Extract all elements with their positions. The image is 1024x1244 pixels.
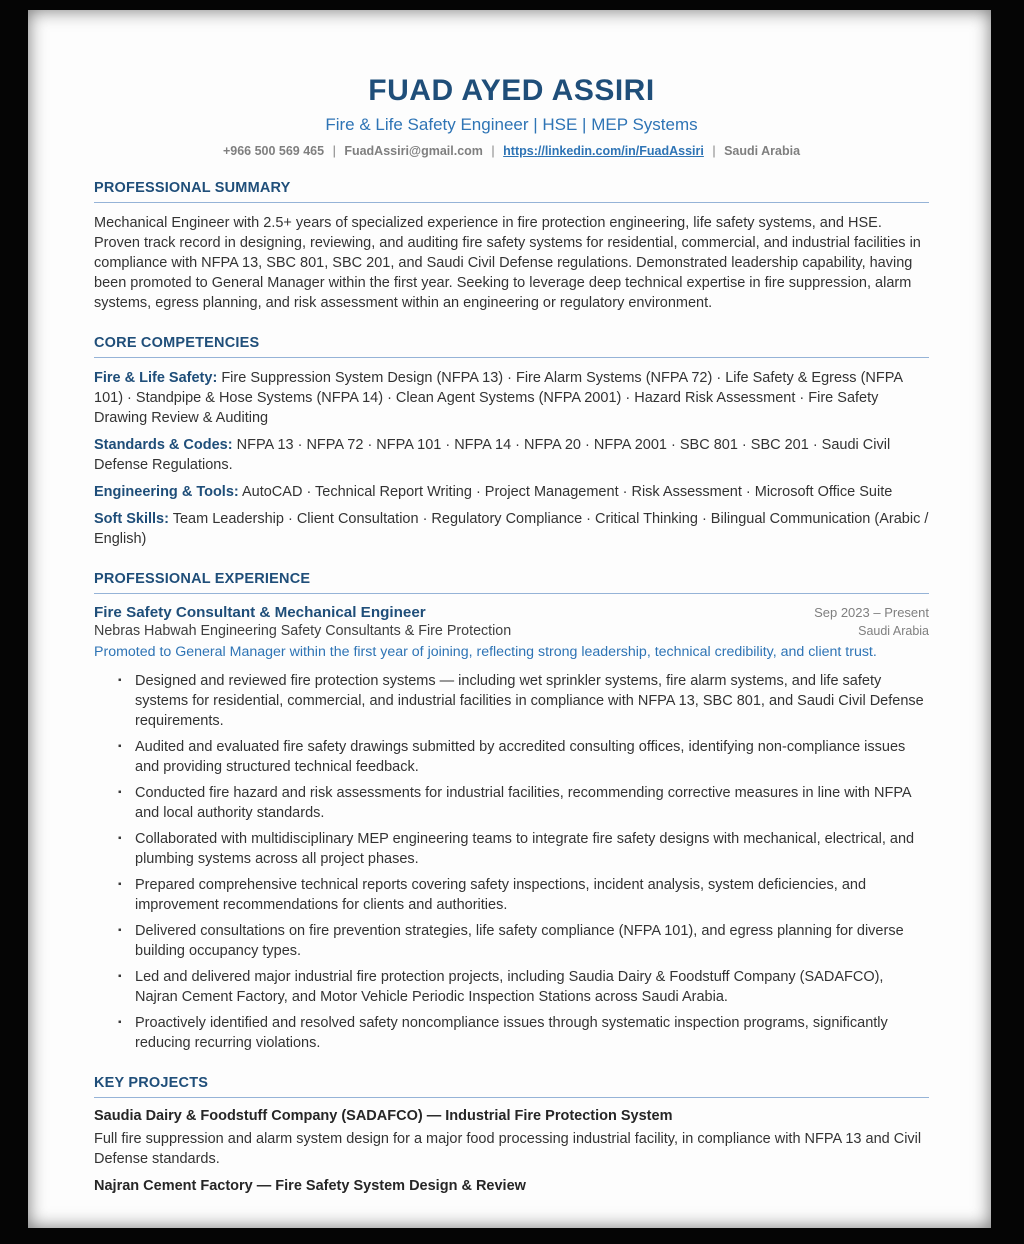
experience-bullet: ▪ Prepared comprehensive technical reports covering safety inspections, incident analysis, system deficiencies, and improvement recommendations for clients and authorities. xyxy=(118,875,929,915)
experience-heading: PROFESSIONAL EXPERIENCE xyxy=(94,571,929,594)
summary-text: Mechanical Engineer with 2.5+ years of specialized experience in fire protection engineering, life safety systems, and HSE. Proven track record in designing, reviewing, and auditing fire safety systems for residential, commercial, and industrial facilities in compliance with NFPA 13, SBC 801, SBC 201, and Saudi Civil Defense regulations. Demonstrated leadership capability, having been promoted to General Manager within the first year. Seeking to leverage deep technical expertise in fire suppression, alarm systems, egress planning, and risk assessment within an engineering or regulatory environment. xyxy=(94,215,921,311)
section-core-competencies xyxy=(94,335,929,549)
competency-item xyxy=(94,482,929,502)
competency-text: Team Leadership · Client Consultation · Regulatory Compliance · Critical Thinking · Bilingual Communication (Arabic / English) xyxy=(94,511,929,547)
contact-line xyxy=(94,144,929,158)
projects-heading: KEY PROJECTS xyxy=(94,1075,929,1098)
competencies-heading: CORE COMPETENCIES xyxy=(94,335,929,358)
competency-label: Standards & Codes: xyxy=(94,437,233,453)
experience-bullet: ▪ Proactively identified and resolved safety noncompliance issues through systematic inspection programs, significantly reducing recurring violations. xyxy=(118,1013,929,1053)
competency-item xyxy=(94,368,929,428)
experience-bullet: ▪ Led and delivered major industrial fire protection projects, including Saudia Dairy & Foodstuff Company (SADAFCO), Najran Cement Factory, and Motor Vehicle Periodic Inspection Stations across Saudi Arabia. xyxy=(118,967,929,1007)
company-name: Nebras Habwah Engineering Safety Consultants & Fire Protection xyxy=(94,623,512,639)
project-title: Najran Cement Factory — Fire Safety System Design & Review xyxy=(94,1178,526,1194)
section-professional-summary xyxy=(94,180,929,313)
job-subheader xyxy=(94,623,929,639)
contact-separator: | xyxy=(491,144,495,158)
linkedin-link[interactable]: https://linkedin.com/in/FuadAssiri xyxy=(503,144,704,158)
experience-bullet-list xyxy=(94,671,929,1053)
job-title: Fire Safety Consultant & Mechanical Engineer xyxy=(94,604,426,621)
competency-label: Engineering & Tools: xyxy=(94,484,239,500)
experience-bullet: ▪ Collaborated with multidisciplinary MEP engineering teams to integrate fire safety designs with mechanical, electrical, and plumbing systems across all project phases. xyxy=(118,829,929,869)
competency-item xyxy=(94,435,929,475)
contact-phone: +966 500 569 465 xyxy=(222,144,325,158)
competency-label: Fire & Life Safety: xyxy=(94,370,218,386)
promotion-highlight: Promoted to General Manager within the first year of joining, reflecting strong leadership, technical credibility, and client trust. xyxy=(94,644,877,660)
experience-bullet: ▪ Conducted fire hazard and risk assessments for industrial facilities, recommending corrective measures in line with NFPA and local authority standards. xyxy=(118,783,929,823)
section-key-projects xyxy=(94,1075,929,1194)
person-name: FUAD AYED ASSIRI xyxy=(368,74,655,107)
job-location: Saudi Arabia xyxy=(858,624,929,638)
competency-label: Soft Skills: xyxy=(94,511,169,527)
experience-bullet: ▪ Designed and reviewed fire protection systems — including wet sprinkler systems, fire alarm systems, and life safety systems for residential, commercial, and industrial facilities in compliance with NFPA 13, SBC 801, and Saudi Civil Defense requirements. xyxy=(118,671,929,731)
resume-page xyxy=(28,10,991,1228)
experience-bullet: ▪ Audited and evaluated fire safety drawings submitted by accredited consulting offices, identifying non-compliance issues and providing structured technical feedback. xyxy=(118,737,929,777)
contact-location: Saudi Arabia xyxy=(724,144,801,158)
experience-bullet: ▪ Delivered consultations on fire prevention strategies, life safety compliance (NFPA 101), and egress planning for diverse building occupancy types. xyxy=(118,921,929,961)
contact-email: FuadAssiri@gmail.com xyxy=(344,144,483,158)
resume-header xyxy=(94,74,929,158)
competency-text: AutoCAD · Technical Report Writing · Project Management · Risk Assessment · Microsoft Office Suite xyxy=(241,484,893,500)
competency-text: Fire Suppression System Design (NFPA 13) · Fire Alarm Systems (NFPA 72) · Life Safety & Egress (NFPA 101) · Standpipe & Hose Systems (NFPA 14) · Clean Agent Systems (NFPA 2001) · Hazard Risk Assessment · Fire Safety Drawing Review & Auditing xyxy=(94,370,903,426)
job-header xyxy=(94,604,929,621)
competency-item xyxy=(94,509,929,549)
person-title: Fire & Life Safety Engineer | HSE | MEP Systems xyxy=(325,115,698,134)
competency-text: NFPA 13 · NFPA 72 · NFPA 101 · NFPA 14 · NFPA 20 · NFPA 2001 · SBC 801 · SBC 201 · Saudi Civil Defense Regulations. xyxy=(94,437,891,473)
job-dates: Sep 2023 – Present xyxy=(814,605,929,620)
contact-separator: | xyxy=(712,144,716,158)
project-title: Saudia Dairy & Foodstuff Company (SADAFCO) — Industrial Fire Protection System xyxy=(94,1108,673,1124)
section-professional-experience xyxy=(94,571,929,1053)
contact-separator: | xyxy=(332,144,336,158)
summary-heading: PROFESSIONAL SUMMARY xyxy=(94,180,929,203)
project-description: Full fire suppression and alarm system design for a major food processing industrial facility, in compliance with NFPA 13 and Civil Defense standards. xyxy=(94,1131,922,1167)
